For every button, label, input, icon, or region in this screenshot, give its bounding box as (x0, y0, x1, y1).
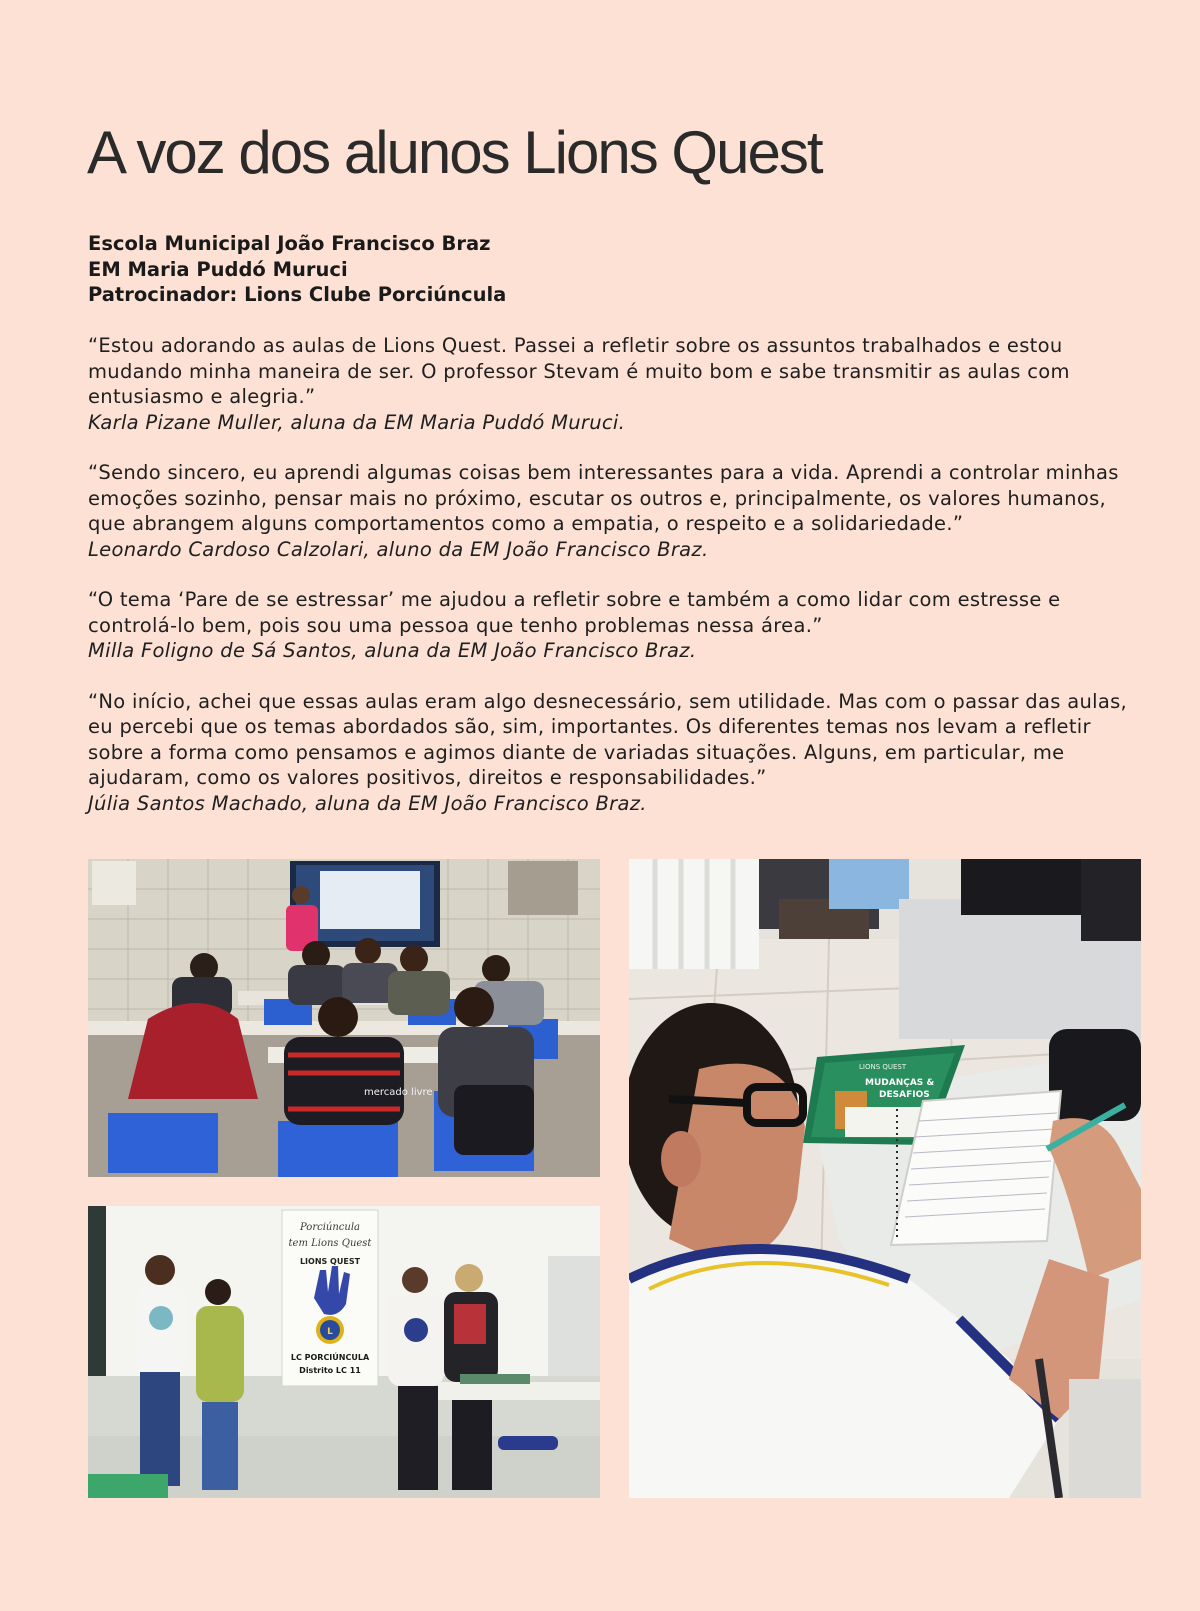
testimonial (88, 587, 1128, 664)
book-title-2: DESAFIOS (879, 1090, 930, 1100)
testimonial-quote (88, 333, 1128, 410)
testimonial (88, 689, 1128, 817)
testimonials (88, 333, 1128, 841)
quote-line: eu percebi que os temas abordados são, sim, importantes. Os diferentes temas nos levam a refletir (88, 715, 1091, 738)
quote-line: que abrangem alguns comportamentos como a empatia, o respeito e a solidariedade.” (88, 512, 964, 535)
banner-district: Distrito LC 11 (299, 1366, 361, 1375)
shirt-logo-text: mercado livre (364, 1087, 433, 1098)
quote-line: “Estou adorando as aulas de Lions Quest. Passei a refletir sobre os assuntos trabalhados e estou (88, 334, 1063, 357)
page-title: A voz dos alunos Lions Quest (87, 119, 822, 186)
school-name: Escola Municipal João Francisco Braz (88, 232, 491, 255)
quote-line: sobre a forma como pensamos e agimos diante de variadas situações. Alguns, em particular, me (88, 740, 1065, 764)
testimonial-quote (88, 460, 1128, 537)
school-name: EM Maria Puddó Muruci (88, 257, 348, 281)
banner-line1: Porciúncula (299, 1222, 361, 1233)
quote-line: emoções sozinho, pensar mais no próximo, escutar os outros e, principalmente, os valores humanos, (88, 486, 1107, 510)
book-brand: LIONS QUEST (859, 1063, 907, 1071)
testimonial (88, 333, 1128, 435)
quote-line: “No início, achei que essas aulas eram algo desnecessário, sem utilidade. Mas com o passar das aulas, (88, 689, 1128, 713)
banner-club: LC PORCIÚNCULA (290, 1353, 370, 1362)
quote-line: “Sendo sincero, eu aprendi algumas coisas bem interessantes para a vida. Aprendi a controlar minhas (88, 461, 1119, 484)
lions-emblem-icon (316, 1316, 344, 1344)
testimonial-author: Leonardo Cardoso Calzolari, aluno da EM João Francisco Braz. (88, 537, 709, 561)
book-title-1: MUDANÇAS & (865, 1078, 935, 1088)
testimonial-author: Milla Foligno de Sá Santos, aluna da EM João Francisco Braz. (88, 639, 697, 662)
sponsor: Patrocinador: Lions Clube Porciúncula (88, 283, 507, 306)
student-photo (629, 859, 1141, 1498)
testimonial-quote (88, 587, 1128, 638)
banner-photo (88, 1206, 600, 1498)
testimonial-quote (88, 689, 1128, 791)
testimonial (88, 460, 1128, 562)
testimonial-author: Júlia Santos Machado, aluna da EM João Francisco Braz. (88, 791, 647, 815)
quote-line: controlá-lo bem, pois sou uma pessoa que tenho problemas nessa área.” (88, 613, 823, 637)
banner-line2: tem Lions Quest (288, 1238, 372, 1249)
school-info (88, 231, 506, 308)
banner-arc-text: LIONS QUEST (299, 1257, 361, 1266)
quote-line: mudando minha maneira de ser. O professor Stevam é muito bom e sabe transmitir as aulas com (88, 359, 1070, 383)
classroom-photo (88, 859, 600, 1177)
svg-text:L: L (327, 1327, 333, 1337)
testimonial-author: Karla Pizane Muller, aluna da EM Maria Puddó Muruci. (88, 410, 626, 434)
quote-line: “O tema ‘Pare de se estressar’ me ajudou a refletir sobre e também a como lidar com estresse e (88, 588, 1061, 611)
quote-line: entusiasmo e alegria.” (88, 385, 316, 408)
quote-line: ajudaram, como os valores positivos, direitos e responsabilidades.” (88, 766, 767, 789)
